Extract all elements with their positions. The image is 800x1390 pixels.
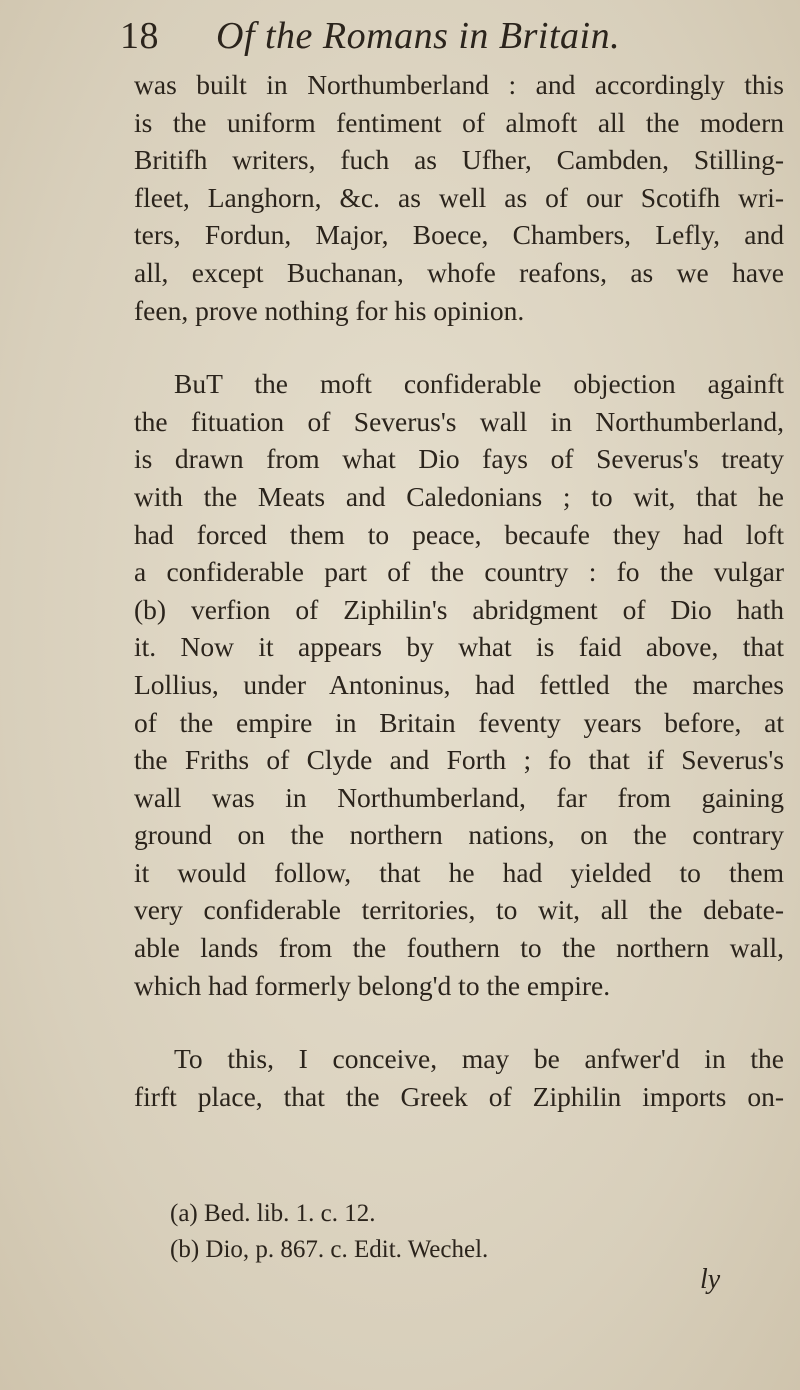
footnotes bbox=[170, 1196, 730, 1268]
text-line: which had formerly belong'd to the empire. bbox=[134, 969, 611, 1001]
text-line: To this, I conceive, may be anfwer'd in the bbox=[174, 1043, 784, 1075]
page-number: 18 bbox=[120, 15, 159, 57]
text-line: it would follow, that he had yielded to them bbox=[134, 856, 784, 888]
text-line: Britifh writers, fuch as Ufher, Cambden, Stilling- bbox=[134, 144, 784, 176]
text-line: ground on the northern nations, on the contrary bbox=[134, 819, 784, 851]
text-line: (b) verfion of Ziphilin's abridgment of Dio hath bbox=[134, 593, 784, 625]
text-line: the fituation of Severus's wall in Northumberland, bbox=[134, 405, 784, 437]
text-line: all, except Buchanan, whofe reafons, as we have bbox=[134, 256, 784, 288]
text-line: ters, Fordun, Major, Boece, Chambers, Lefly, and bbox=[134, 219, 784, 251]
text-line: wall was in Northumberland, far from gaining bbox=[134, 781, 784, 813]
footnote-a: (a) Bed. lib. 1. c. 12. bbox=[170, 1200, 376, 1227]
paragraph-2 bbox=[134, 365, 784, 1004]
text-line: very confiderable territories, to wit, all the debate- bbox=[134, 894, 784, 926]
running-title: Of the Romans in Britain. bbox=[216, 15, 621, 57]
text-line: feen, prove nothing for his opinion. bbox=[134, 294, 525, 326]
running-header bbox=[120, 6, 760, 66]
text-line: BuT the moft confiderable objection againft bbox=[174, 368, 784, 400]
paragraph-1 bbox=[134, 66, 784, 329]
text-line: is drawn from what Dio fays of Severus's treaty bbox=[134, 443, 784, 475]
body-text bbox=[134, 66, 784, 1115]
text-line: it. Now it appears by what is faid above, that bbox=[134, 631, 784, 663]
text-line: fleet, Langhorn, &c. as well as of our Scotifh wri- bbox=[134, 181, 784, 213]
text-line: Lollius, under Antoninus, had fettled the marches bbox=[134, 668, 784, 700]
text-line: had forced them to peace, becaufe they had loft bbox=[134, 518, 784, 550]
text-line: the Friths of Clyde and Forth ; fo that if Severus's bbox=[134, 744, 784, 776]
text-line: firft place, that the Greek of Ziphilin imports on- bbox=[134, 1080, 784, 1112]
text-line: of the empire in Britain feventy years before, at bbox=[134, 706, 784, 738]
text-line: a confiderable part of the country : fo the vulgar bbox=[134, 556, 784, 588]
text-line: was built in Northumberland : and accordingly this bbox=[134, 69, 784, 100]
text-line: able lands from the fouthern to the northern wall, bbox=[134, 932, 784, 964]
text-line: is the uniform fentiment of almoft all the modern bbox=[134, 106, 784, 138]
text-line: with the Meats and Caledonians ; to wit, that he bbox=[134, 480, 784, 512]
paragraph-3 bbox=[134, 1040, 784, 1115]
catchword: ly bbox=[700, 1264, 721, 1295]
footnote-b: (b) Dio, p. 867. c. Edit. Wechel. bbox=[170, 1236, 489, 1263]
